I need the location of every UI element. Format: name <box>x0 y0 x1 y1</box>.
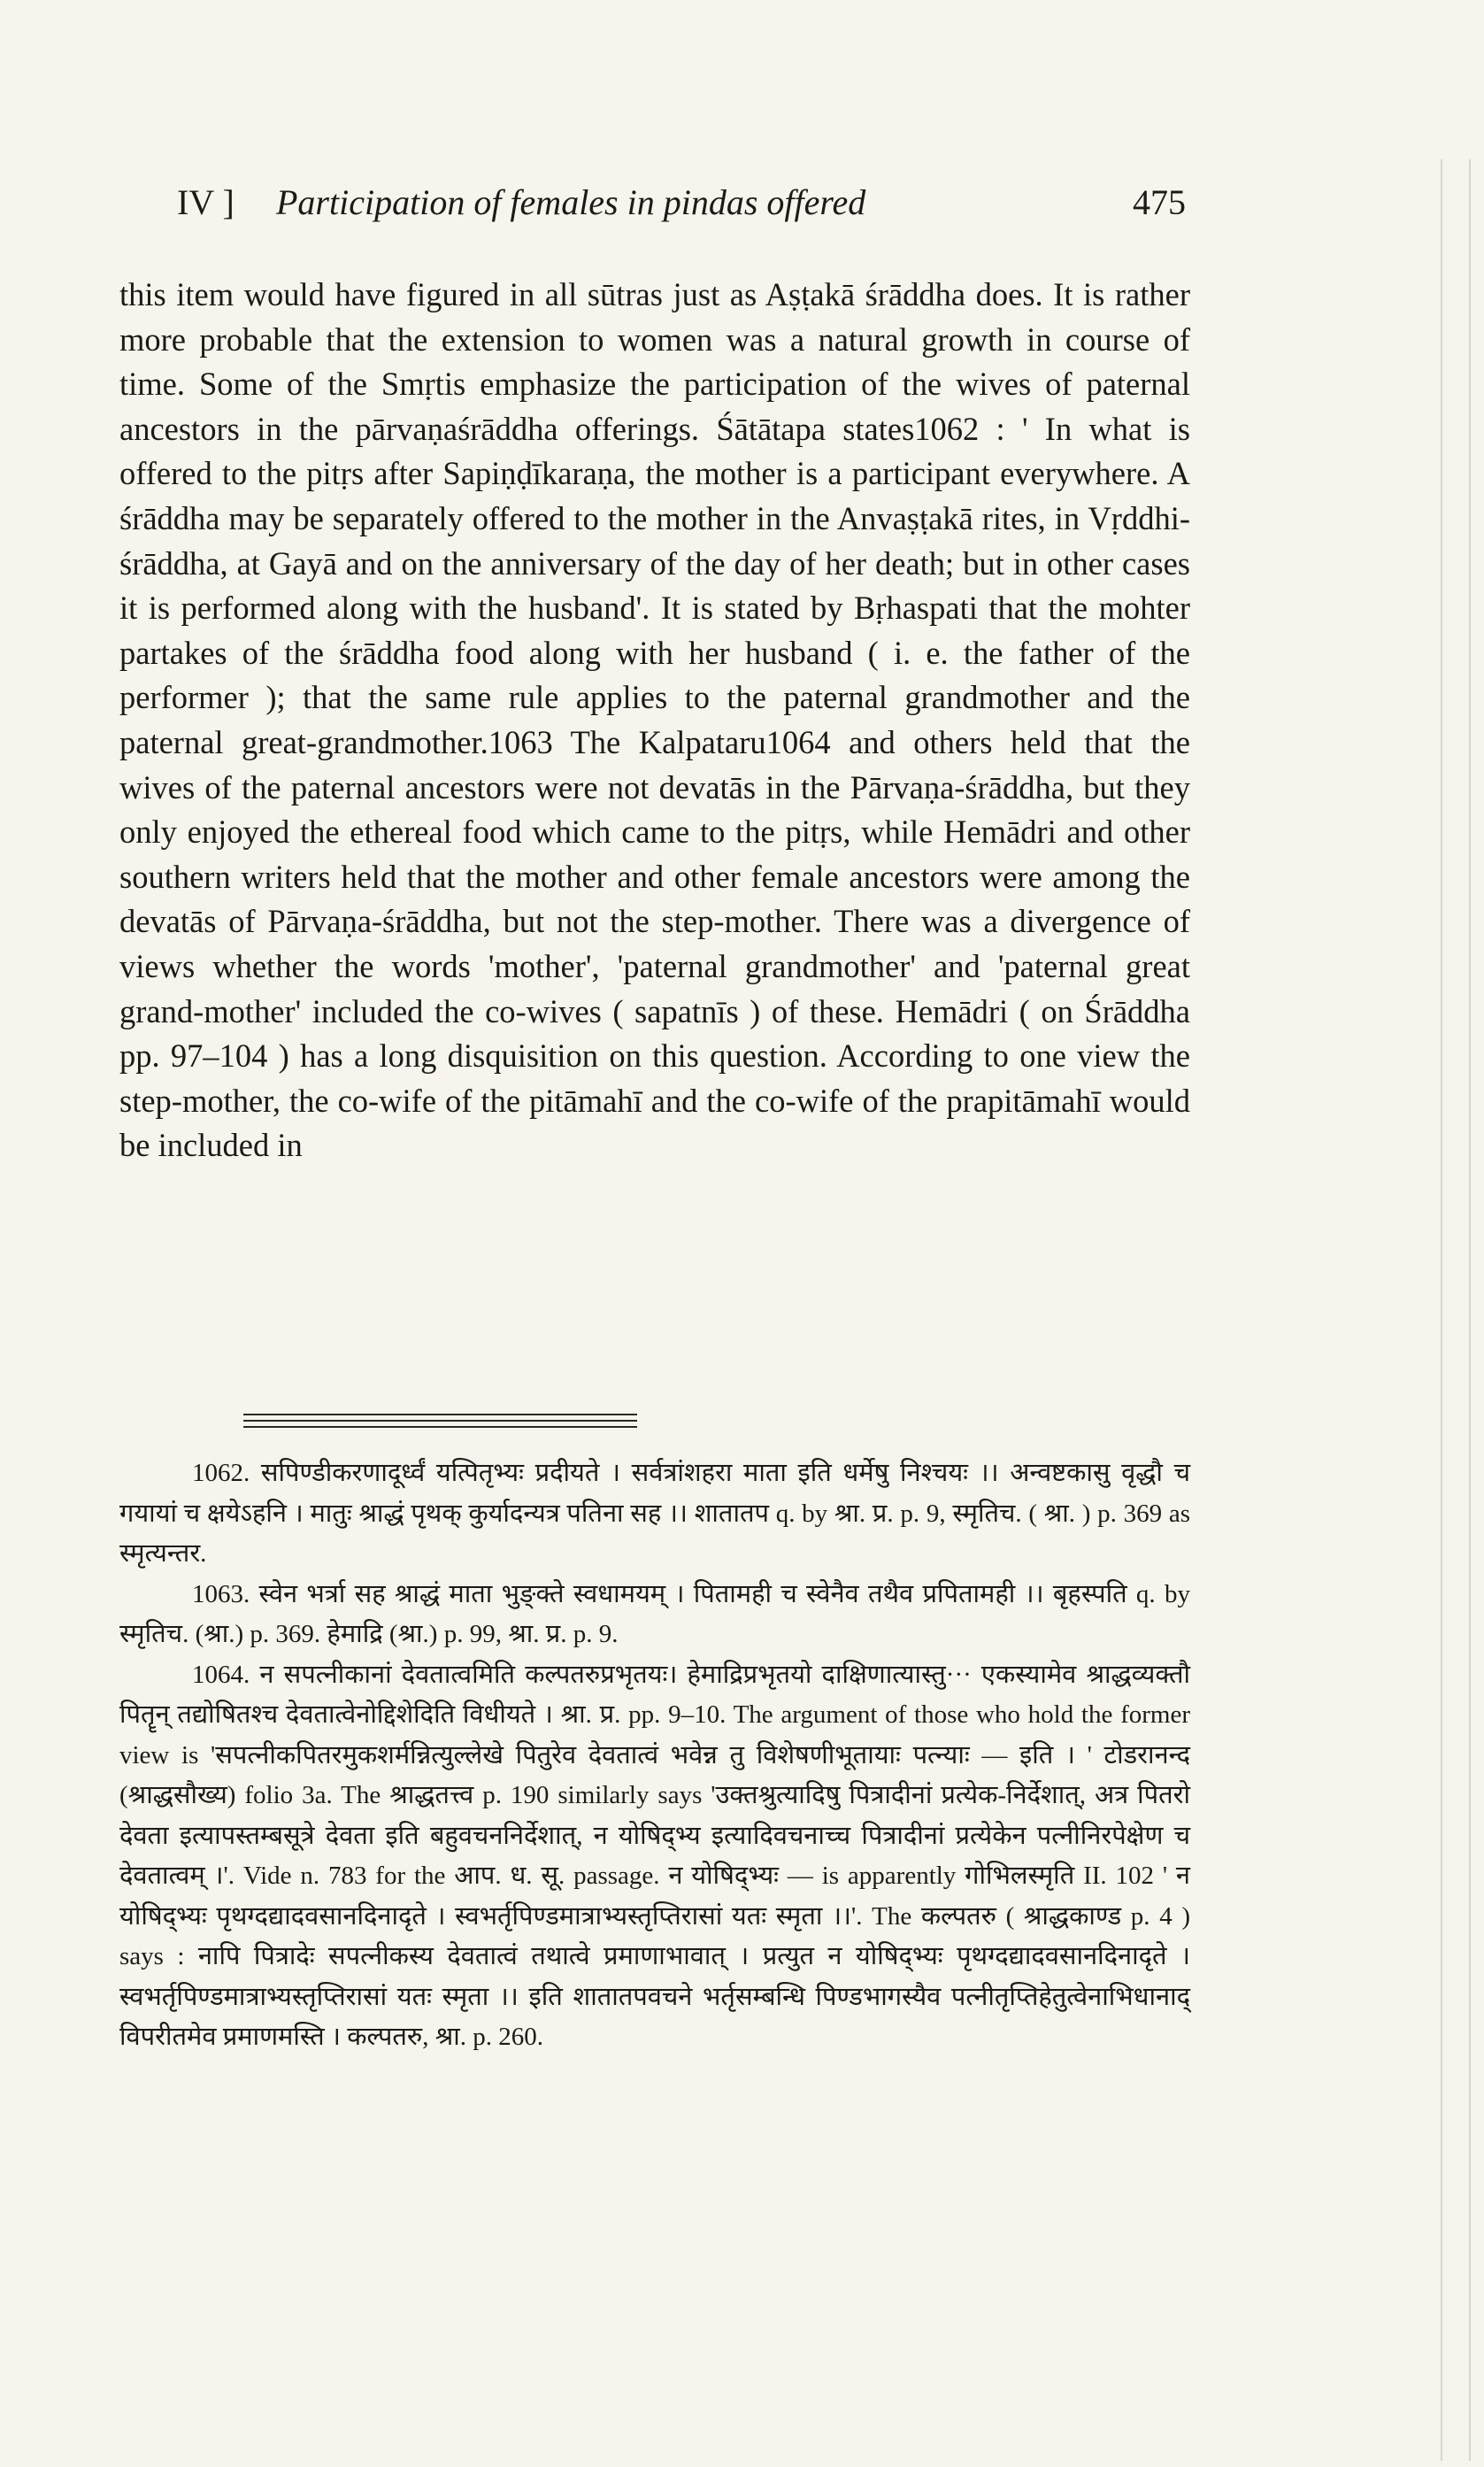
page-edge-line <box>1441 159 1442 2461</box>
footnote-separator <box>243 1414 637 1433</box>
page-number: 475 <box>1133 182 1186 222</box>
body-text <box>119 273 1190 1168</box>
footnote-1062: 1062. सपिण्डीकरणादूर्ध्वं यत्पितृभ्यः प्रदीयते । सर्वत्रांशहरा माता इति धर्मेषु निश्चयः ।। अन्वष्टकासु वृद्धौ च गयायां च क्षयेऽहनि । मातुः श्राद्धं पृथक् कुर्यादन्यत्र पतिना सह ।। शातातप q. by श्रा. प्र. p. 9, स्मृतिच. ( श्रा. ) p. 369 as स्मृत्यन्तर. <box>119 1459 1190 1568</box>
page-edge-line <box>1469 159 1471 2461</box>
footnotes <box>119 1453 1190 2058</box>
footnote-1064: 1064. न सपत्नीकानां देवतात्वमिति कल्पतरुप्रभृतयः। हेमाद्रिप्रभृतयो दाक्षिणात्यास्तु··· एकस्यामेव श्राद्धव्यक्तौ पितॄन् तद्योषितश्च देवतात्वेनोद्दिशेदिति विधीयते । श्रा. प्र. pp. 9–10. The argument of those who hold the former view is 'सपत्नीकपितरमुकशर्मन्नित्युल्लेखे पितुरेव देवतात्वं भवेन्न तु विशेषणीभूतायाः पत्न्याः — इति । ' टोडरानन्द (श्राद्धसौख्य) folio 3a. The श्राद्धतत्त्व p. 190 similarly says 'उक्तश्रुत्यादिषु पित्रादीनां प्रत्येक-निर्देशात्, अत्र पितरो देवता इत्यापस्तम्बसूत्रे देवता इति बहुवचननिर्देशात्, न योषिद्भ्य इत्यादिवचनाच्च पित्रादीनां प्रत्येकेन पत्नीनिरपेक्षेण च देवतात्वम् ।'. Vide n. 783 for the आप. ध. सू. passage. न योषिद्भ्यः — is apparently गोभिलस्मृति II. 102 ' न योषिद्भ्यः पृथग्दद्यादवसानदिनादृते । स्वभर्तृपिण्डमात्राभ्यस्तृप्तिरासां यतः स्मृता ।।'. The कल्पतरु ( श्राद्धकाण्ड p. 4 ) says : नापि पित्रादेः सपत्नीकस्य देवतात्वं तथात्वे प्रमाणाभावात् । प्रत्युत न योषिद्भ्यः पृथग्दद्यादवसानदिनादृते । स्वभर्तृपिण्डमात्राभ्यस्तृप्तिरासां यतः स्मृता ।। इति शातातपवचने भर्तृसम्बन्धि पिण्डभागस्यैव पत्नीतृप्तिहेतुत्वेनाभिधानाद् विपरीतमेव प्रमाणमस्ति । कल्पतरु, श्रा. p. 260. <box>119 1660 1190 2051</box>
page-title: Participation of females in pindas offered <box>276 182 866 222</box>
chapter-marker: IV ] <box>177 182 235 222</box>
footnote-1063: 1063. स्वेन भर्त्रा सह श्राद्धं माता भुङ्क्ते स्वधामयम् । पितामही च स्वेनैव तथैव प्रपितामही ।। बृहस्पति q. by स्मृतिच. (श्रा.) p. 369. हेमाद्रि (श्रा.) p. 99, श्रा. प्र. p. 9. <box>119 1579 1190 1648</box>
body-paragraph: this item would have figured in all sūtras just as Aṣṭakā śrāddha does. It is rather more probable that the extension to women was a natural growth in course of time. Some of the Smṛtis emphasize the participation of the wives of paternal ancestors in the pārvaṇaśrāddha offerings. Śātātapa states1062 : ' In what is offered to the pitṛs after Sapiṇḍīkaraṇa, the mother is a participant everywhere. A śrāddha may be separately offered to the mother in the Anvaṣṭakā rites, in Vṛddhi-śrāddha, at Gayā and on the anniversary of the day of her death; but in other cases it is performed along with the husband'. It is stated by Bṛhaspati that the mohter partakes of the śrāddha food along with her husband ( i. e. the father of the performer ); that the same rule applies to the paternal grandmother and the paternal great-grandmother.1063 The Kalpataru1064 and others held that the wives of the paternal ancestors were not devatās in the Pārvaṇa-śrāddha, but they only enjoyed the ethereal food which came to the pitṛs, while Hemādri and other southern writers held that the mother and other female ancestors were among the devatās of Pārvaṇa-śrāddha, but not the step-mother. There was a divergence of views whether the words 'mother', 'paternal grandmother' and 'paternal great grand-mother' included the co-wives ( sapatnīs ) of these. Hemādri ( on Śrāddha pp. 97–104 ) has a long disquisition on this question. According to one view the step-mother, the co-wife of the pitāmahī and the co-wife of the prapitāmahī would be included in <box>119 276 1190 1164</box>
running-head <box>177 181 1186 235</box>
